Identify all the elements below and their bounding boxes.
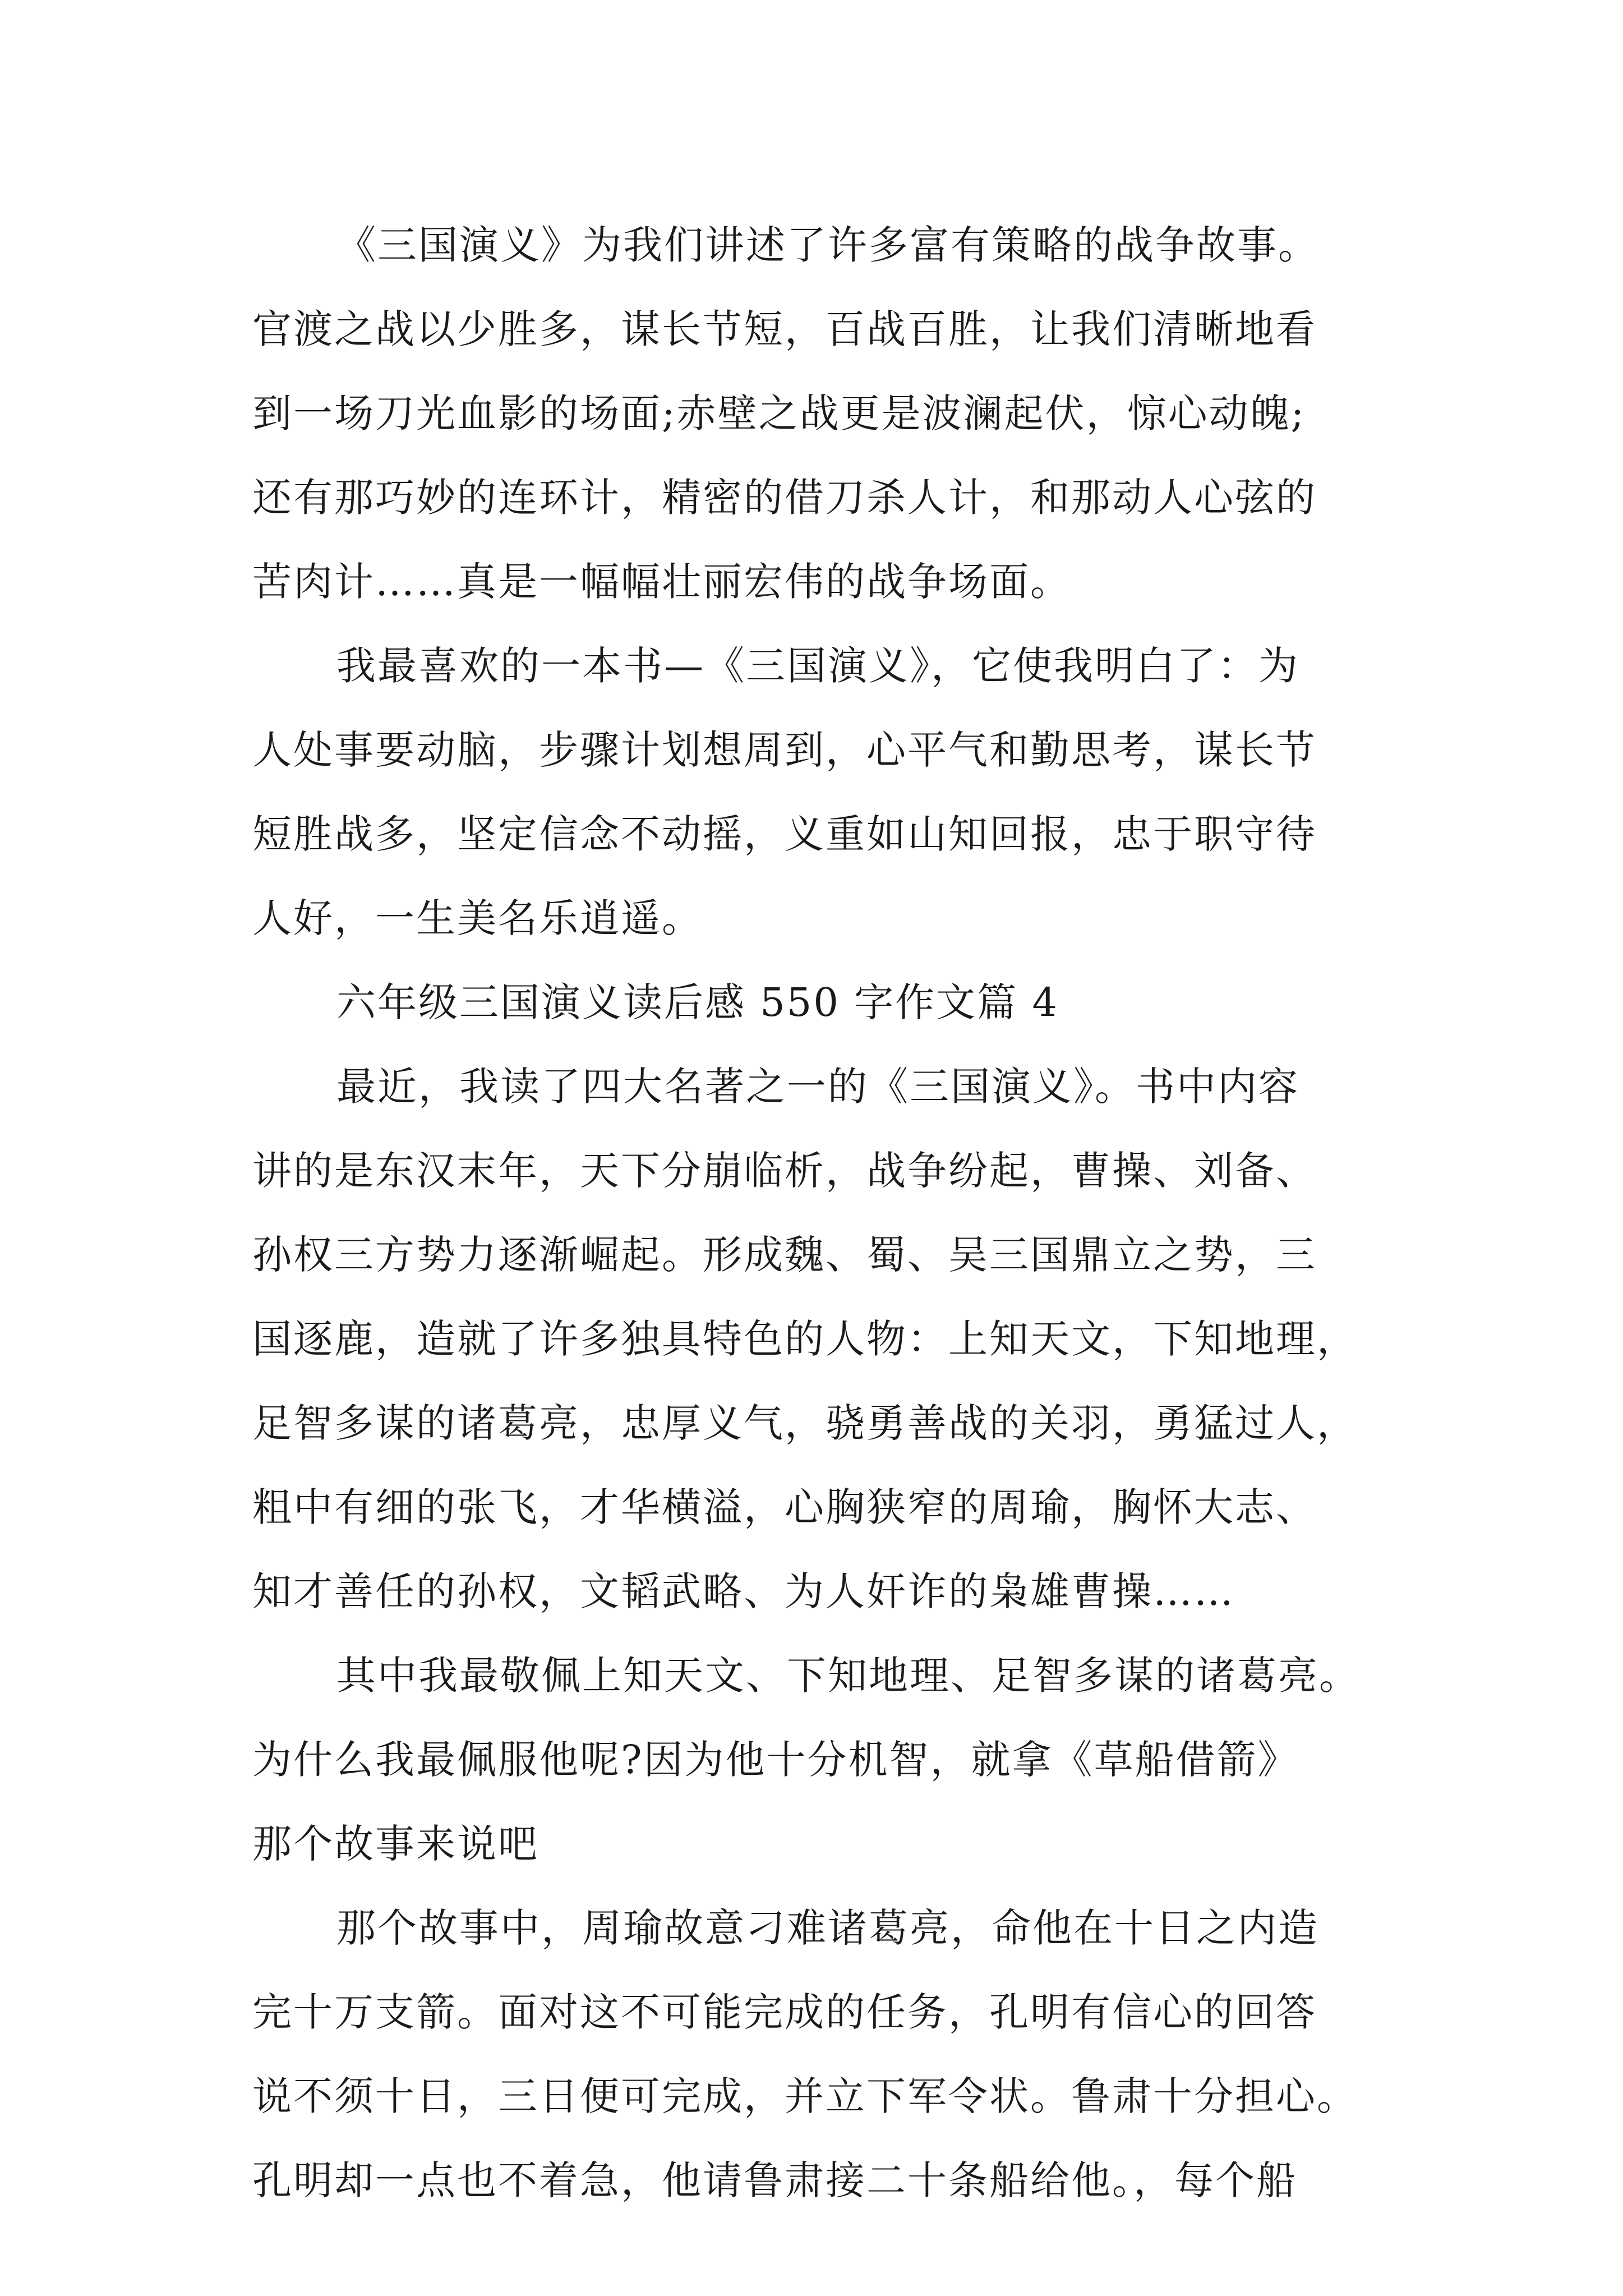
- paragraph-line: 苦肉计……真是一幅幅壮丽宏伟的战争场面。: [252, 559, 1071, 605]
- paragraph-line: 完十万支箭。面对这不可能完成的任务，孔明有信心的回答: [252, 1989, 1317, 2035]
- paragraph-line: 知才善任的孙权，文韬武略、为人奸诈的枭雄曹操……: [252, 1568, 1235, 1614]
- paragraph-line: 粗中有细的张飞，才华横溢，心胸狭窄的周瑜，胸怀大志、: [252, 1484, 1317, 1530]
- paragraph-line: 孙权三方势力逐渐崛起。形成魏、蜀、吴三国鼎立之势，三: [252, 1232, 1317, 1278]
- paragraph-line: 《三国演义》为我们讲述了许多富有策略的战争故事。: [336, 222, 1319, 268]
- paragraph-line: 那个故事来说吧: [252, 1821, 539, 1867]
- paragraph-line: 那个故事中，周瑜故意刁难诸葛亮，命他在十日之内造: [336, 1905, 1319, 1951]
- paragraph-line: 人好，一生美名乐逍遥。: [252, 895, 703, 941]
- paragraph-line: 人处事要动脑，步骤计划想周到，心平气和勤思考，谋长节: [252, 727, 1317, 773]
- section-heading: 六年级三国演义读后感 550 字作文篇 4: [336, 979, 1059, 1025]
- paragraph-line: 说不须十日，三日便可完成，并立下军令状。鲁肃十分担心。: [252, 2073, 1358, 2119]
- paragraph-line: 讲的是东汉末年，天下分崩临析，战争纷起，曹操、刘备、: [252, 1148, 1317, 1194]
- paragraph-line: 最近，我读了四大名著之一的《三国演义》。书中内容: [336, 1064, 1299, 1110]
- paragraph-line: 足智多谋的诸葛亮，忠厚义气，骁勇善战的关羽，勇猛过人，: [252, 1400, 1358, 1446]
- paragraph-line: 其中我最敬佩上知天文、下知地理、足智多谋的诸葛亮。: [336, 1653, 1360, 1699]
- paragraph-line: 我最喜欢的一本书—《三国演义》，它使我明白了：为: [336, 643, 1299, 689]
- paragraph-line: 为什么我最佩服他呢?因为他十分机智，就拿《草船借箭》: [252, 1737, 1299, 1783]
- paragraph-line: 官渡之战以少胜多，谋长节短，百战百胜，让我们清晰地看: [252, 306, 1317, 352]
- paragraph-line: 到一场刀光血影的场面;赤壁之战更是波澜起伏，惊心动魄;: [252, 390, 1306, 436]
- paragraph-line: 还有那巧妙的连环计，精密的借刀杀人计，和那动人心弦的: [252, 475, 1317, 521]
- paragraph-line: 短胜战多，坚定信念不动摇，义重如山知回报，忠于职守待: [252, 811, 1317, 857]
- paragraph-line: 孔明却一点也不着急，他请鲁肃接二十条船给他。，每个船: [252, 2157, 1297, 2203]
- paragraph-line: 国逐鹿，造就了许多独具特色的人物：上知天文，下知地理，: [252, 1316, 1358, 1362]
